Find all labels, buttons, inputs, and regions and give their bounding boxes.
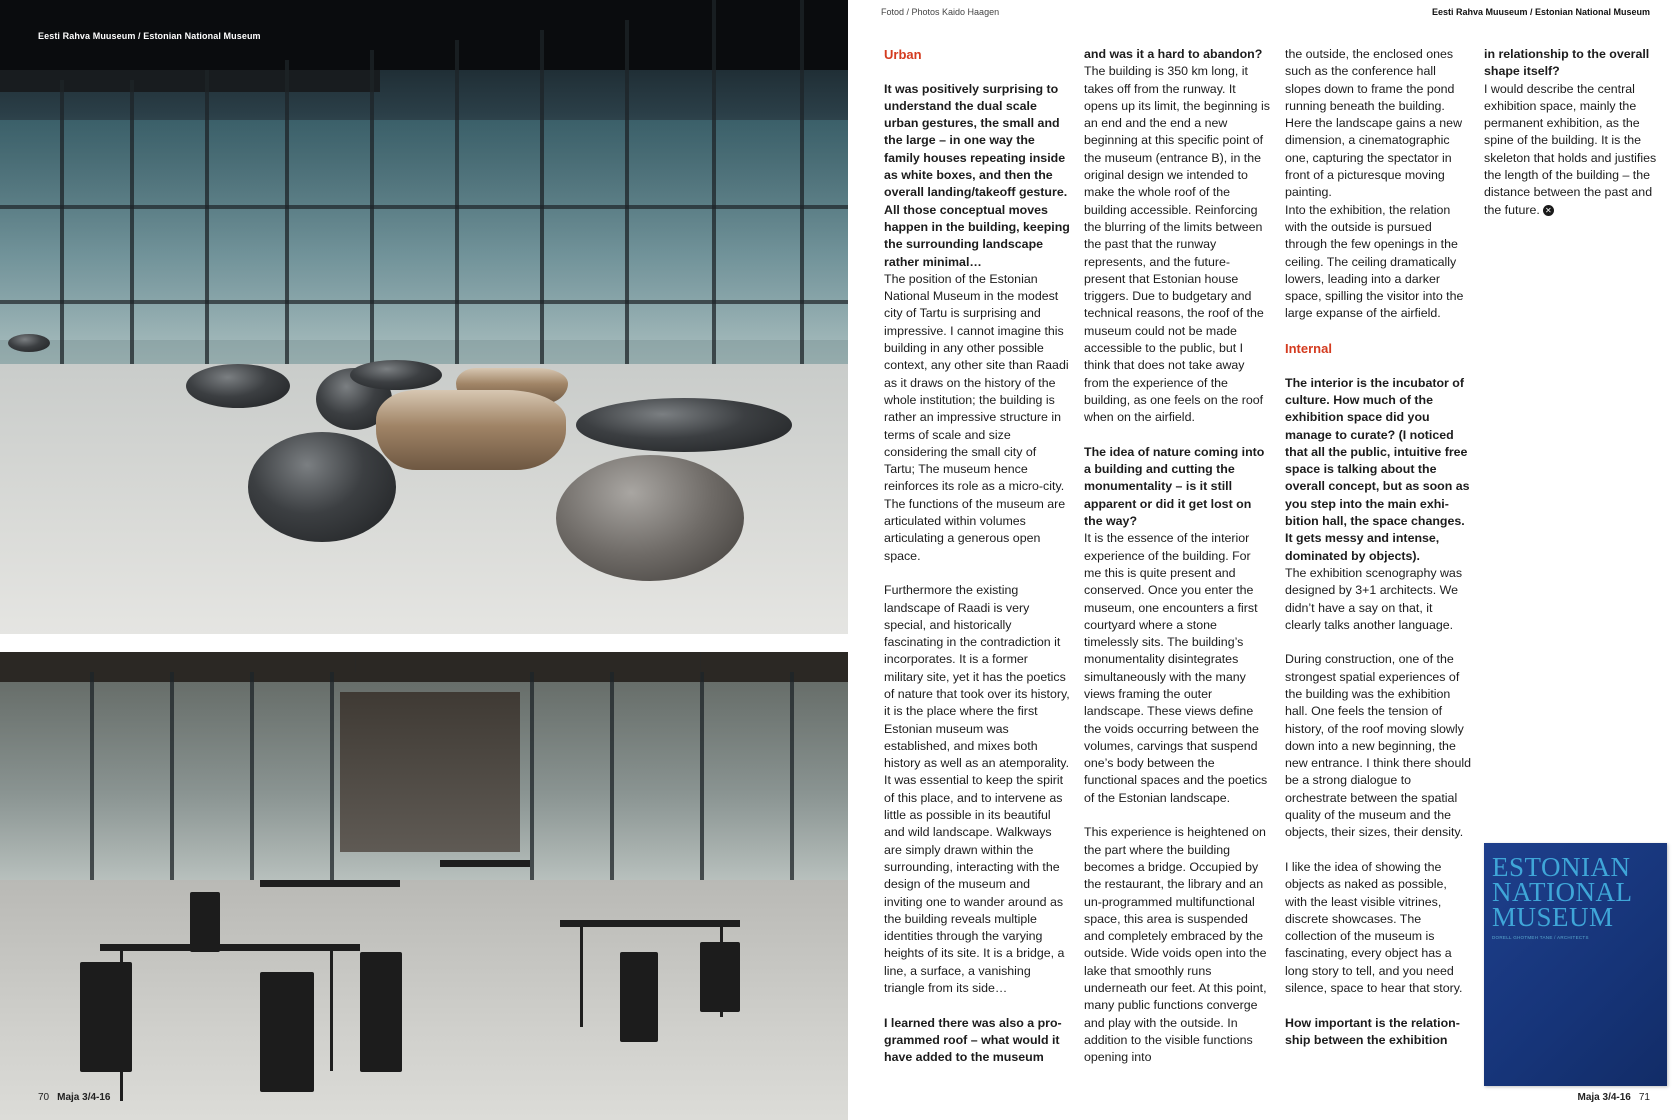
section-heading-internal: Internal [1285,341,1332,357]
interview-answer: The exhibition scenography was designed by 3+1 architects. We didn’t have a say on that, it clearly talks another language. [1285,565,1463,632]
interview-question: in relationship to the overall shape itself? [1484,47,1650,79]
cover-subtitle: DORELL GHOTMEH TANE / ARCHITECTS [1492,935,1589,940]
folio-left [38,1092,111,1103]
magazine-issue: Maja 3/4-16 [1577,1092,1631,1103]
interview-question: The idea of nature coming into a building and cutting the monumentality – is it still apparent or did it get lost on the way? [1084,444,1265,529]
end-mark-icon: ✕ [1543,205,1554,216]
photo-lobby-seating [0,0,848,634]
interview-question: and was it a hard to abandon? [1084,47,1263,61]
interview-question: It was positively surprising to understand the dual scale urban gestures, the small and the large – in one way the family houses repeating inside as white boxes, and then the overall landing/takeoff gesture. All those conceptual moves happen in the building, keeping the surrounding landscape rather minimal… [884,81,1070,269]
page-number: 70 [38,1092,50,1103]
text-column-3 [1285,46,1471,1049]
cover-title: ESTONIAN NATIONAL MUSEUM [1492,852,1633,932]
interview-answer: the outside, the enclosed ones such as the conference hall slopes down to frame the pond running beneath the building. Here the landscape gains a new dimension, a cinematographic one, capturing the spectator in front of a picturesque moving painting. [1285,47,1463,200]
interview-answer [1484,81,1670,219]
interview-question: I learned there was also a programmed roof – what would it have added to the museum [884,1015,1062,1065]
answer-text: I would describe the central exhibition space, mainly the permanent exhibition, as the spine of the building. It is the skeleton that holds and justifies the length of the building – the distance between the past and the future. [1484,81,1657,217]
photo-restaurant [0,652,848,1120]
interview-answer: This experience is heightened on the part where the building becomes a bridge. Occupied by the restaurant, the library and an un-programmed multifunctional space, this area is suspended and completely embraced by the outside. Wide voids open into the lake that smoothly runs underneath our feet. At this point, many public functions converge and play with the outside. In addition to the visible functions opening into [1084,825,1267,1065]
interview-question: How important is the relationship between the exhibition [1285,1015,1460,1047]
magazine-issue: Maja 3/4-16 [57,1092,111,1103]
text-column-4 [1484,46,1670,219]
interview-answer: During construction, one of the strongest spatial experiences of the building was the exhibition hall. One feels the tension of history, of the roof moving slowly down into a new beginning, the new entrance. I think there should be a strong dialogue to orchestrate between the spatial quality of the museum and the objects, their sizes, their density. [1285,652,1471,840]
interview-answer: I like the idea of showing the objects as naked as possible, with the least visible vitrines, discrete showcases. The collection of the museum is fascinating, every object has a long story to tell, and you need silence, space to hear that story. [1285,859,1463,996]
photo-credit: Fotod / Photos Kaido Haagen [881,7,1000,17]
interview-question: The interior is the incubator of culture. How much of the exhibition space did you manage to curate? (I noticed that all the public, intuitive free space is talking about the overall concept, but as soon as you step into the main exhibition hall, the space changes. It gets messy and intense, dominated by objects). [1285,375,1470,563]
interview-answer: It is the essence of the interior experience of the building. For me this is quite present and conserved. Once you enter the museum, one encounters a first courtyard where a stone timelessly sits. The building’s monumentality disintegrates simultaneously with the many views framing the outer landscape. These views define the voids occurring between the volumes, carvings that suspend one’s body between the functional spaces and the poetics of the Estonian landscape. [1084,531,1268,805]
section-heading-urban: Urban [884,47,922,62]
interview-answer: Furthermore the existing landscape of Raadi is very special, and historically fascinating in the contradiction it incorporates. It is a former military site, yet it has the poetics of nature that took over its history, it is the place where the first Estonian museum was established, and mixes both history as well as an atemporality. It was essential to keep the spirit of this place, and to intervene as little as possible in its beautiful and wild landscape. Walkways are simply drawn within the surrounding, interacting with the design of the museum and inviting one to wander around as the building reveals multiple identities through the varying heights of its site. It is a bridge, a line, a surface, a vanishing triangle from its side… [884,583,1070,996]
text-column-2 [1084,46,1270,1067]
folio-right [1578,1092,1651,1103]
interview-answer: The position of the Estonian National Museum in the modest city of Tartu is surprising and impressive. I cannot imagine this building in any other possible context, any other site than Raadi as it draws on the history of the whole institution; the building is rather an impressive structure in terms of scale and size considering the small city of Tartu; The museum hence reinforces its role as a micro-city. The functions of the museum are articulated within volumes articulating a generous open space. [884,271,1069,563]
page-number: 71 [1638,1092,1650,1103]
photo-caption: Eesti Rahva Muuseum / Estonian National Museum [38,31,261,41]
interview-answer: The building is 350 km long, it takes off from the runway. It opens up its limit, the beginning is an end and the end a new beginning at this specific point of the museum (entrance B), in the original design we intended to make the whole roof of the building accessible. Reinforcing the blurring of the limits between the past that the runway represents, and the future-present that Estonian house triggers. Due to budgetary and technical reasons, the roof of the museum could not be made accessible to the public, but I think that does not take away from the experience of the building, as one feels on the roof when on the airfield. [1084,64,1270,425]
book-cover [1484,843,1667,1086]
running-head: Eesti Rahva Muuseum / Estonian National Museum [1431,7,1650,17]
text-column-1 [884,46,1070,1067]
interview-answer: Into the exhibition, the relation with the outside is pursued through the few openings in the ceiling. The ceiling dramatically lowers, leading into a darker space, spilling the visitor into the large expanse of the airfield. [1285,202,1464,321]
